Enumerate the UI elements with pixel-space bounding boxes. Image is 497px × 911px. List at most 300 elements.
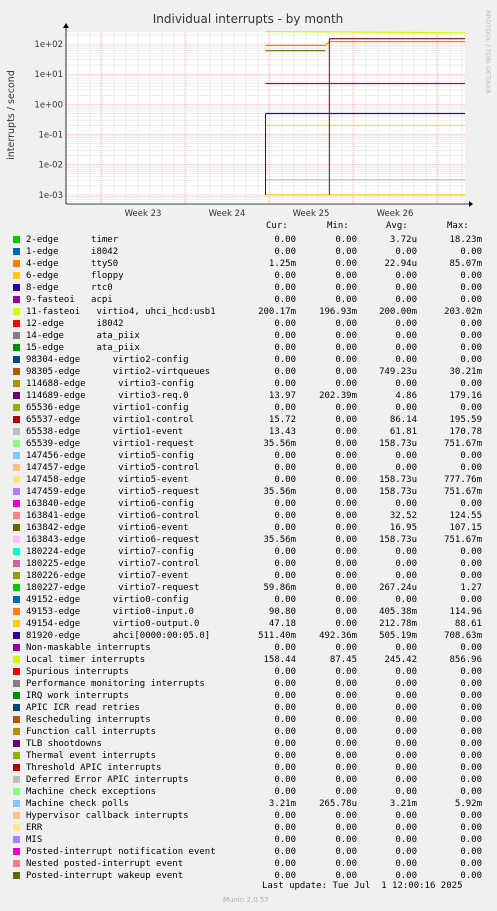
legend-row [0, 594, 497, 606]
legend-swatch [13, 356, 20, 363]
legend-swatch [13, 800, 20, 807]
legend-cur: 0.00 [274, 355, 296, 365]
legend-min: 0.00 [335, 499, 357, 509]
y-ticks [34, 40, 63, 201]
chart [0, 0, 497, 222]
legend-max: 0.00 [460, 739, 482, 749]
legend-swatch [13, 596, 20, 603]
legend-max: 0.00 [460, 679, 482, 689]
legend-avg: 158.73u [379, 439, 417, 449]
legend-avg: 0.00 [395, 823, 417, 833]
legend-min: 0.00 [335, 751, 357, 761]
legend-min: 202.39m [319, 391, 357, 401]
legend-row [0, 366, 497, 378]
legend-row [0, 558, 497, 570]
legend-row [0, 318, 497, 330]
legend-cur: 0.00 [274, 283, 296, 293]
legend-max: 0.00 [460, 379, 482, 389]
x-ticks [125, 209, 414, 219]
legend-label: Thermal event interrupts [26, 751, 157, 761]
legend-swatch [13, 308, 20, 315]
legend-max: 0.00 [460, 703, 482, 713]
legend-max: 0.00 [460, 559, 482, 569]
legend-swatch [13, 428, 20, 435]
legend-row [0, 378, 497, 390]
legend-swatch [13, 236, 20, 243]
legend-swatch [13, 824, 20, 831]
legend-min: 0.00 [335, 475, 357, 485]
legend-max: 170.78 [449, 427, 482, 437]
legend-cur: 90.80 [268, 607, 296, 617]
legend-min: 0.00 [335, 427, 357, 437]
legend-label: 49154-edge virtio0-output.0 [26, 619, 200, 629]
legend-label: ERR [26, 823, 43, 833]
legend-row [0, 246, 497, 258]
legend-cur: 0.00 [274, 739, 296, 749]
legend-min: 0.00 [335, 439, 357, 449]
legend-label: 163841-edge virtio6-control [26, 511, 200, 521]
legend-min: 0.00 [335, 787, 357, 797]
legend-cur: 0.00 [274, 727, 296, 737]
legend-row [0, 270, 497, 282]
legend-max: 0.00 [460, 643, 482, 653]
legend-cur: 158.44 [263, 655, 296, 665]
legend-row [0, 774, 497, 786]
legend-row [0, 690, 497, 702]
legend-min: 0.00 [335, 547, 357, 557]
legend-swatch [13, 644, 20, 651]
legend-label: 2-edge timer [26, 235, 119, 245]
legend-min: 196.93m [319, 307, 357, 317]
legend-row [0, 618, 497, 630]
legend-max: 751.67m [444, 487, 482, 497]
legend-row [0, 426, 497, 438]
legend-avg: 158.73u [379, 535, 417, 545]
legend-min: 0.00 [335, 667, 357, 677]
legend-cur: 0.00 [274, 763, 296, 773]
legend-max: 0.00 [460, 271, 482, 281]
legend-label: Threshold APIC interrupts [26, 763, 162, 773]
legend-avg: 4.86 [395, 391, 417, 401]
y-tick-label: 1e-01 [38, 130, 63, 141]
chart-title: Individual interrupts - by month [152, 12, 344, 26]
legend-row [0, 390, 497, 402]
munin-version: Munin 2.0.57 [223, 896, 269, 904]
legend-swatch [13, 272, 20, 279]
legend-row [0, 846, 497, 858]
legend-row [0, 858, 497, 870]
legend-swatch [13, 248, 20, 255]
legend-avg: 0.00 [395, 283, 417, 293]
legend-avg: 505.19m [379, 631, 417, 641]
legend-avg: 0.00 [395, 595, 417, 605]
legend-avg: 0.00 [395, 271, 417, 281]
legend-row [0, 546, 497, 558]
legend-avg: 22.94u [384, 259, 417, 269]
y-tick-label: 1e-02 [38, 160, 63, 171]
legend-row [0, 642, 497, 654]
legend-max: 0.00 [460, 463, 482, 473]
legend-min: 0.00 [335, 403, 357, 413]
legend-label: Nested posted-interrupt event [26, 859, 184, 869]
legend-avg: 0.00 [395, 775, 417, 785]
header-min: Min: [327, 221, 349, 231]
legend-cur: 0.00 [274, 511, 296, 521]
legend-cur: 59.86m [263, 583, 296, 593]
legend-swatch [13, 608, 20, 615]
legend-min: 0.00 [335, 247, 357, 257]
legend-label: 4-edge ttyS0 [26, 259, 119, 269]
legend-swatch [13, 632, 20, 639]
x-tick-label: Week 24 [208, 209, 246, 219]
legend-avg: 0.00 [395, 355, 417, 365]
legend-max: 203.02m [444, 307, 482, 317]
legend-max: 124.55 [449, 511, 482, 521]
legend-cur: 35.56m [263, 535, 296, 545]
legend-avg: 3.21m [389, 799, 417, 809]
legend-swatch [13, 692, 20, 699]
legend-swatch [13, 464, 20, 471]
legend-label: Machine check exceptions [26, 787, 157, 797]
legend-min: 0.00 [335, 595, 357, 605]
legend-avg: 0.00 [395, 859, 417, 869]
legend-swatch [13, 764, 20, 771]
legend-min: 0.00 [335, 379, 357, 389]
legend-label: 65537-edge virtio1-control [26, 415, 194, 425]
legend-label: 180226-edge virtio7-event [26, 571, 189, 581]
legend-min: 0.00 [335, 859, 357, 869]
legend-swatch [13, 560, 20, 567]
legend-cur: 35.56m [263, 439, 296, 449]
legend-row [0, 714, 497, 726]
legend-min: 0.00 [335, 259, 357, 269]
legend-swatch [13, 380, 20, 387]
legend-max: 0.00 [460, 787, 482, 797]
legend-label: 12-edge i8042 [26, 319, 124, 329]
legend-avg: 0.00 [395, 295, 417, 305]
legend-swatch [13, 404, 20, 411]
legend-swatch [13, 476, 20, 483]
legend-swatch [13, 260, 20, 267]
legend-cur: 0.00 [274, 811, 296, 821]
legend-row [0, 702, 497, 714]
legend-avg: 0.00 [395, 787, 417, 797]
legend-swatch [13, 332, 20, 339]
legend-max: 0.00 [460, 451, 482, 461]
legend-max: 5.92m [454, 799, 482, 809]
legend-cur: 0.00 [274, 403, 296, 413]
legend-label: 98305-edge virtio2-virtqueues [26, 367, 211, 377]
legend-swatch [13, 704, 20, 711]
legend-avg: 0.00 [395, 403, 417, 413]
legend-swatch [13, 752, 20, 759]
legend-avg: 3.72u [389, 235, 417, 245]
legend-max: 0.00 [460, 751, 482, 761]
legend-avg: 0.00 [395, 499, 417, 509]
legend-max: 0.00 [460, 343, 482, 353]
legend-max: 0.00 [460, 667, 482, 677]
legend-row [0, 258, 497, 270]
legend-row [0, 414, 497, 426]
legend-max: 0.00 [460, 283, 482, 293]
legend-cur: 0.00 [274, 295, 296, 305]
legend-cur: 0.00 [274, 847, 296, 857]
x-axis-arrow [469, 201, 473, 207]
legend-row [0, 486, 497, 498]
legend-row [0, 354, 497, 366]
legend-min: 0.00 [335, 235, 357, 245]
legend-cur: 0.00 [274, 835, 296, 845]
legend-label: 6-edge floppy [26, 271, 124, 281]
legend-min: 0.00 [335, 559, 357, 569]
legend-row [0, 498, 497, 510]
legend-row [0, 462, 497, 474]
legend-row [0, 666, 497, 678]
legend-avg: 0.00 [395, 679, 417, 689]
legend-avg: 0.00 [395, 319, 417, 329]
legend-min: 0.00 [335, 451, 357, 461]
legend-max: 0.00 [460, 775, 482, 785]
legend-swatch [13, 536, 20, 543]
legend-min: 0.00 [335, 703, 357, 713]
legend-row [0, 510, 497, 522]
legend-cur: 0.00 [274, 667, 296, 677]
legend-avg: 0.00 [395, 559, 417, 569]
legend-label: 65539-edge virtio1-request [26, 439, 194, 449]
legend-label: 9-fasteoi acpi [26, 295, 113, 305]
legend-min: 0.00 [335, 715, 357, 725]
legend-min: 0.00 [335, 691, 357, 701]
legend-row [0, 582, 497, 594]
legend-cur: 0.00 [274, 271, 296, 281]
legend-row [0, 330, 497, 342]
legend-avg: 0.00 [395, 247, 417, 257]
legend-min: 0.00 [335, 847, 357, 857]
legend-avg: 16.95 [389, 523, 417, 533]
legend-cur: 0.00 [274, 679, 296, 689]
legend-label: APIC ICR read retries [26, 703, 140, 713]
legend-row [0, 798, 497, 810]
legend-row [0, 834, 497, 846]
y-tick-label: 1e+02 [34, 40, 63, 51]
legend-cur: 0.00 [274, 691, 296, 701]
legend-min: 0.00 [335, 835, 357, 845]
legend-swatch [13, 344, 20, 351]
legend-avg: 200.00m [379, 307, 417, 317]
legend-avg: 0.00 [395, 343, 417, 353]
legend-swatch [13, 776, 20, 783]
legend-cur: 0.00 [274, 319, 296, 329]
legend-label: TLB shootdowns [26, 739, 102, 749]
legend-label: IRQ work interrupts [26, 691, 129, 701]
legend-min: 0.00 [335, 415, 357, 425]
legend-cur: 35.56m [263, 487, 296, 497]
legend-avg: 0.00 [395, 703, 417, 713]
legend-swatch [13, 368, 20, 375]
legend-min: 0.00 [335, 523, 357, 533]
legend-label: 98304-edge virtio2-config [26, 355, 189, 365]
legend-min: 492.36m [319, 631, 357, 641]
legend-row [0, 534, 497, 546]
legend-cur: 0.00 [274, 523, 296, 533]
legend-label: Function call interrupts [26, 727, 157, 737]
legend-swatch [13, 512, 20, 519]
legend-cur: 0.00 [274, 463, 296, 473]
legend-row [0, 306, 497, 318]
legend-max: 0.00 [460, 859, 482, 869]
legend-row [0, 450, 497, 462]
legend-cur: 3.21m [268, 799, 296, 809]
legend-label: 180227-edge virtio7-request [26, 583, 200, 593]
legend-min: 0.00 [335, 727, 357, 737]
legend-cur: 0.00 [274, 235, 296, 245]
legend-cur: 0.00 [274, 367, 296, 377]
legend-row [0, 234, 497, 246]
legend-cur: 0.00 [274, 475, 296, 485]
legend-cur: 0.00 [274, 595, 296, 605]
legend-swatch [13, 548, 20, 555]
legend-max: 777.76m [444, 475, 482, 485]
legend-min: 0.00 [335, 823, 357, 833]
legend-min: 0.00 [335, 271, 357, 281]
legend-avg: 0.00 [395, 811, 417, 821]
legend-min: 0.00 [335, 811, 357, 821]
legend-avg: 86.14 [389, 415, 417, 425]
x-tick-label: Week 25 [292, 209, 330, 219]
legend-max: 0.00 [460, 835, 482, 845]
legend-cur: 13.43 [268, 427, 296, 437]
legend-max: 179.16 [449, 391, 482, 401]
legend-avg: 0.00 [395, 691, 417, 701]
legend-row [0, 678, 497, 690]
legend-cur: 0.00 [274, 331, 296, 341]
y-tick-label: 1e-03 [38, 190, 63, 201]
legend-max: 0.00 [460, 763, 482, 773]
legend-avg: 0.00 [395, 451, 417, 461]
legend-label: Hypervisor callback interrupts [26, 811, 189, 821]
legend-avg: 0.00 [395, 667, 417, 677]
legend-avg: 158.73u [379, 475, 417, 485]
legend-avg: 0.00 [395, 715, 417, 725]
legend-label: Posted-interrupt notification event [26, 847, 216, 857]
y-tick-label: 1e+00 [34, 100, 63, 111]
header-max: Max: [447, 221, 469, 231]
legend-max: 107.15 [449, 523, 482, 533]
legend-label: 180225-edge virtio7-control [26, 559, 200, 569]
legend-max: 0.00 [460, 571, 482, 581]
legend-label: Non-maskable interrupts [26, 643, 151, 653]
legend-avg: 0.00 [395, 379, 417, 389]
legend-label: 114689-edge virtio3-req.0 [26, 391, 189, 401]
legend-swatch [13, 740, 20, 747]
legend-label: 81920-edge ahci[0000:00:05.0] [26, 631, 211, 641]
legend-min: 0.00 [335, 295, 357, 305]
legend-max: 114.96 [449, 607, 482, 617]
legend-min: 265.78u [319, 799, 357, 809]
legend-row [0, 438, 497, 450]
legend-max: 0.00 [460, 355, 482, 365]
legend-min: 0.00 [335, 343, 357, 353]
legend-cur: 0.00 [274, 247, 296, 257]
legend-cur: 0.00 [274, 547, 296, 557]
legend-label: 180224-edge virtio7-config [26, 547, 194, 557]
legend-min: 0.00 [335, 619, 357, 629]
legend-cur: 0.00 [274, 751, 296, 761]
legend-cur: 0.00 [274, 871, 296, 881]
legend-avg: 0.00 [395, 763, 417, 773]
legend-avg: 0.00 [395, 331, 417, 341]
legend-avg: 0.00 [395, 727, 417, 737]
legend-min: 0.00 [335, 331, 357, 341]
legend-row [0, 726, 497, 738]
legend-max: 0.00 [460, 331, 482, 341]
legend-label: Machine check polls [26, 799, 129, 809]
legend-cur: 1.25m [268, 259, 296, 269]
legend-max: 0.00 [460, 715, 482, 725]
x-tick-label: Week 23 [124, 209, 162, 219]
legend-cur: 0.00 [274, 451, 296, 461]
legend-label: 11-fasteoi virtio4, uhci_hcd:usb1 [26, 307, 216, 317]
legend-label: Local timer interrupts [26, 655, 146, 665]
x-tick-label: Week 26 [376, 209, 414, 219]
legend-swatch [13, 452, 20, 459]
legend-label: Rescheduling interrupts [26, 715, 151, 725]
legend-row [0, 342, 497, 354]
legend-max: 30.21m [449, 367, 482, 377]
legend-max: 856.96 [449, 655, 482, 665]
legend-row [0, 570, 497, 582]
legend-min: 0.00 [335, 367, 357, 377]
legend-max: 751.67m [444, 535, 482, 545]
legend-row [0, 294, 497, 306]
legend-avg: 267.24u [379, 583, 417, 593]
legend-swatch [13, 584, 20, 591]
legend-row [0, 474, 497, 486]
legend-row [0, 654, 497, 666]
legend-row [0, 810, 497, 822]
legend-label: 163842-edge virtio6-event [26, 523, 189, 533]
legend-swatch [13, 788, 20, 795]
legend-label: 65538-edge virtio1-event [26, 427, 184, 437]
legend-label: 49153-edge virtio0-input.0 [26, 607, 194, 617]
legend-swatch [13, 488, 20, 495]
legend-max: 0.00 [460, 847, 482, 857]
legend-max: 1.27 [460, 583, 482, 593]
legend-swatch [13, 812, 20, 819]
legend-min: 0.00 [335, 643, 357, 653]
legend-swatch [13, 872, 20, 879]
legend-swatch [13, 440, 20, 447]
legend-max: 88.61 [454, 619, 482, 629]
legend-cur: 0.00 [274, 643, 296, 653]
legend-avg: 0.00 [395, 643, 417, 653]
legend-swatch [13, 860, 20, 867]
last-update: Last update: Tue Jul 1 12:00:16 2025 [262, 881, 463, 891]
legend-label: 147459-edge virtio5-request [26, 487, 200, 497]
legend-min: 0.00 [335, 571, 357, 581]
legend-avg: 0.00 [395, 871, 417, 881]
legend-cur: 13.97 [268, 391, 296, 401]
legend-row [0, 762, 497, 774]
legend-swatch [13, 296, 20, 303]
legend-label: Deferred Error APIC interrupts [26, 775, 189, 785]
legend-cur: 0.00 [274, 571, 296, 581]
legend-row [0, 738, 497, 750]
legend-label: 147458-edge virtio5-event [26, 475, 189, 485]
legend-cur: 0.00 [274, 823, 296, 833]
legend-avg: 749.23u [379, 367, 417, 377]
legend-max: 195.59 [449, 415, 482, 425]
